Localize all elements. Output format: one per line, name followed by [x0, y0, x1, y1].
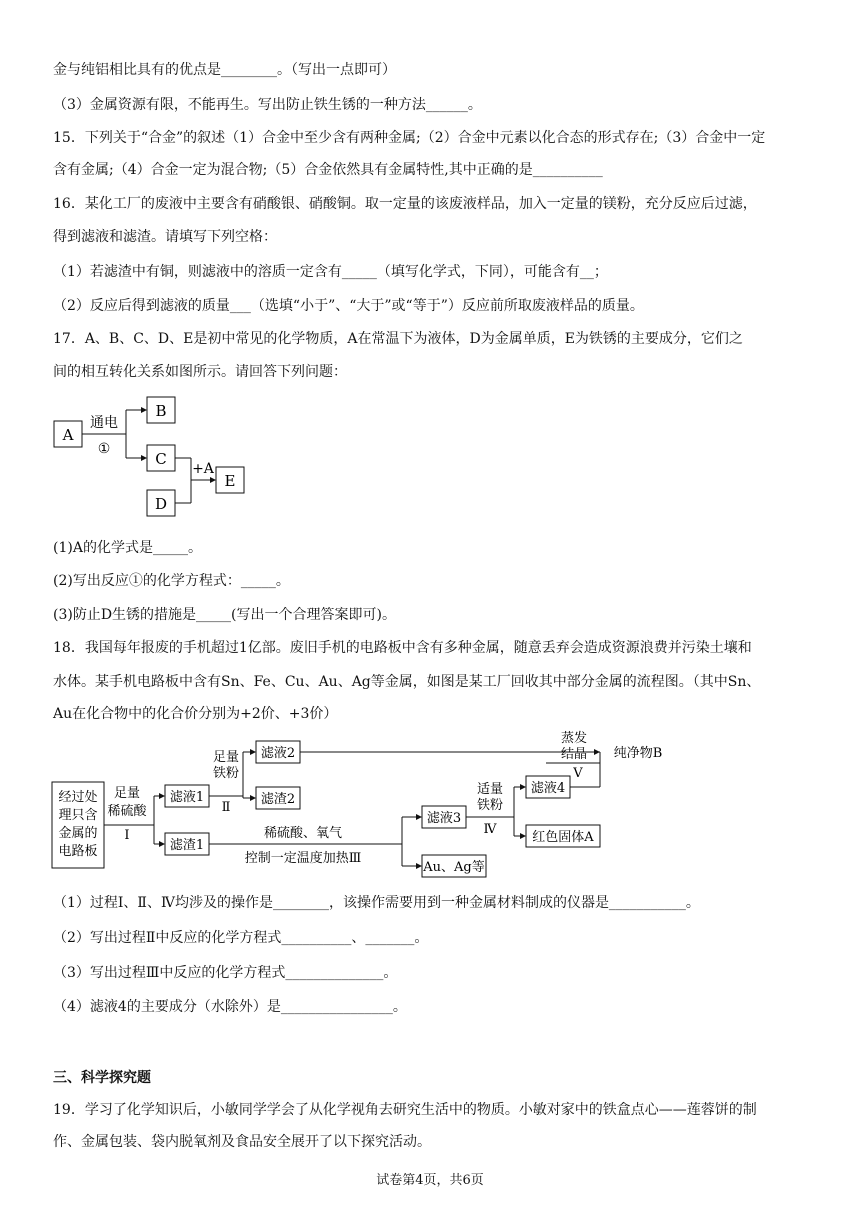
question-19: 19．学习了化学知识后，小敏同学学会了从化学视角去研究生活中的物质。小敏对家中的铁盒点心——莲蓉饼的制 [53, 1102, 757, 1118]
label-au-ag: Au、Ag等 [423, 860, 485, 875]
label-step2-1: 足量 [212, 750, 240, 765]
label-d: D [154, 495, 168, 513]
label-start-4: 电路板 [58, 844, 98, 859]
label-b: B [155, 402, 167, 420]
label-step1-num: Ⅰ [124, 828, 130, 843]
label-step5-num: Ⅴ [573, 766, 583, 781]
text-line: （4）滤液4的主要成分（水除外）是________________。 [53, 999, 407, 1015]
question-15: 15．下列关于“合金”的叙述（1）合金中至少含有两种金属;（2）合金中元素以化合态的形式存在;（3）合金中一定 [53, 130, 766, 146]
label-filtrate-3: 滤液3 [426, 811, 462, 826]
label-plus-a: +A [192, 461, 214, 477]
text-line: (1)A的化学式是_____。 [53, 540, 202, 556]
label-step5-1: 蒸发 [560, 731, 588, 746]
text-line: 得到滤液和滤渣。请填写下列空格： [53, 229, 277, 245]
label-reaction-1: ① [97, 441, 111, 457]
text-line: Au在化合物中的化合价分别为+2价、+3价） [53, 706, 338, 722]
label-step4-2: 铁粉 [476, 798, 504, 813]
label-step1-mid: 稀硫酸 [107, 804, 147, 819]
label-step1-top: 足量 [113, 786, 141, 801]
label-residue-1: 滤渣1 [169, 838, 205, 853]
label-residue-2: 滤渣2 [260, 792, 296, 807]
page-footer: 试卷第4页，共6页 [376, 1173, 484, 1188]
question-16: 16．某化工厂的废液中主要含有硝酸银、硝酸铜。取一定量的该废液样品，加入一定量的镁粉，充分反应后过滤， [53, 196, 757, 212]
text-line: 水体。某手机电路板中含有Sn、Fe、Cu、Au、Ag等金属，如图是某工厂回收其中部分金属的流程图。（其中Sn、 [53, 674, 761, 690]
label-filtrate-2: 滤液2 [260, 746, 296, 761]
text-line: 金与纯铝相比具有的优点是________。（写出一点即可） [53, 62, 396, 78]
text-line: 作、金属包装、袋内脱氧剂及食品安全展开了以下探究活动。 [53, 1134, 431, 1150]
section-heading: 三、科学探究题 [53, 1070, 151, 1086]
text-line: （1）若滤渣中有铜，则滤液中的溶质一定含有_____（填写化学式，下同），可能含有__； [53, 264, 608, 280]
label-a: A [62, 426, 74, 444]
text-line: (2)写出反应①的化学方程式：_____。 [53, 573, 290, 589]
label-start-3: 金属的 [58, 826, 98, 841]
text-line: 间的相互转化关系如图所示。请回答下列问题： [53, 364, 347, 380]
label-c: C [155, 450, 167, 468]
label-start-1: 经过处 [58, 790, 98, 805]
label-step5-2: 结晶 [560, 747, 588, 762]
text-line: (3)防止D生锈的措施是_____(写出一个合理答案即可)。 [53, 607, 396, 623]
text-line: 含有金属;（4）合金一定为混合物;（5）合金依然具有金属特性,其中正确的是__________ [53, 162, 603, 178]
label-step4-num: Ⅳ [483, 822, 497, 837]
label-step4-1: 适量 [476, 782, 504, 797]
label-filtrate-1: 滤液1 [169, 790, 205, 805]
text-line: （2）写出过程Ⅱ中反应的化学方程式__________、_______。 [53, 930, 429, 946]
label-step2-2: 铁粉 [212, 766, 240, 781]
question-17: 17．A、B、C、D、E是初中常见的化学物质，A在常温下为液体，D为金属单质，E为铁锈的主要成分，它们之 [53, 331, 743, 347]
text-line: （2）反应后得到滤液的质量___（选填“小于”、“大于”或“等于”）反应前所取废液样品的质量。 [53, 298, 644, 314]
reaction-diagram-17 [50, 393, 260, 523]
label-pure-b: 纯净物B [613, 746, 663, 761]
text-line: （1）过程Ⅰ、Ⅱ、Ⅳ均涉及的操作是________，该操作需要用到一种金属材料制成的仪器是___________。 [53, 895, 700, 911]
flow-diagram-18 [48, 727, 688, 887]
label-filtrate-4: 滤液4 [530, 781, 566, 796]
label-step3-bottom: 控制一定温度加热Ⅲ [244, 851, 362, 866]
label-electrolysis: 通电 [90, 415, 118, 431]
text-line: （3）写出过程Ⅲ中反应的化学方程式______________。 [53, 965, 398, 981]
label-red-solid: 红色固体A [532, 830, 594, 845]
label-step2-num: Ⅱ [221, 800, 231, 815]
label-start-2: 理只含 [58, 808, 98, 823]
question-18: 18．我国每年报废的手机超过1亿部。废旧手机的电路板中含有多种金属，随意丢弃会造成资源浪费并污染土壤和 [53, 640, 752, 656]
label-step3-top: 稀硫酸、氧气 [263, 826, 343, 841]
text-line: （3）金属资源有限，不能再生。写出防止铁生锈的一种方法______。 [53, 97, 482, 113]
label-e: E [224, 472, 236, 490]
